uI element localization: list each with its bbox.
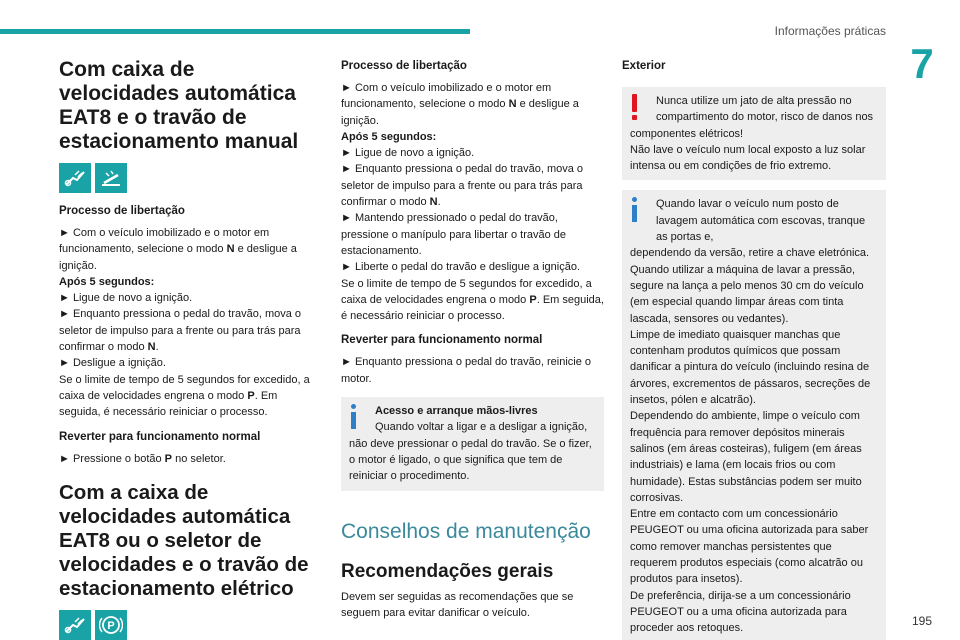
release-step-1: ► Com o veículo imobilizado e o motor em funcionamento, selecione o modo N e desligue a ignição. xyxy=(59,227,297,272)
page-number: 195 xyxy=(911,614,932,628)
revert-step: ► Pressione o botão P no seletor. xyxy=(59,452,226,465)
info-icon xyxy=(632,197,637,222)
revert-heading: Reverter para funcionamento normal xyxy=(341,334,543,347)
chapter-number: 7 xyxy=(910,40,934,87)
timeout-note: Se o limite de tempo de 5 segundos for excedido, a caixa de velocidades engrena o modo P. Em seguida, é necessário reiniciar o processo. xyxy=(59,373,310,419)
icon-group-2 xyxy=(59,610,317,640)
warning-lead: Nunca utilize um jato de alta pressão no compartimento do motor, risco de danos nos xyxy=(656,95,874,124)
exterior-heading: Exterior xyxy=(622,60,666,72)
revert-heading: Reverter para funcionamento normal xyxy=(59,430,261,443)
general-recommendations-title: Recomendações gerais xyxy=(341,560,554,582)
step-press-brake: ► Enquanto pressiona o pedal do travão, mova o seletor de impulso para a frente ou para trás para confirmar o modo N. xyxy=(59,308,302,354)
info-note-washing xyxy=(622,190,886,640)
column-3 xyxy=(622,58,886,640)
column-2 xyxy=(341,58,604,621)
step-release-parking-brake: ► Mantendo pressionado o pedal do travão, pressione o manípulo para libertar o travão de estacionamento. xyxy=(341,212,567,257)
note-title: Acesso e arranque mãos-livres xyxy=(375,405,538,418)
info-icon xyxy=(351,404,356,429)
svg-text:P: P xyxy=(107,619,115,632)
header-accent-bar xyxy=(0,29,470,34)
note-line-1: Quando voltar a ligar e a desligar a ignição, xyxy=(375,421,588,434)
info-body: dependendo da versão, retire a chave eletrónica. Quando utilizar a máquina de lavar a pressão, segure na lança a pelo menos 30 cm do veículo (em especial quando limpar áreas com tinta lascada, sensores ou vedantes). Limpe de imediato quaisquer manchas que contenham produtos químicos que possam danificar a pintura do veículo (incluindo resina de árvores, excrementos de pássaros, secreções de insetos, pólen e alcatrão). Dependendo do ambiente, limpe o veículo com frequência para remover depósitos minerais salinos (em áreas costeiras), fuligem (em áreas industriais) e lama (em locais frios ou com humidade). Estas substâncias podem ser muito corrosivas. Entre em contacto com um concessionário PEUGEOT ou uma oficina autorizada para saber como remover manchas persistentes que requerem produtos especiais (como alcatrão ou produtos para insetos). De preferência, dirija-se a um concessionário PEUGEOT ou a uma oficina autorizada para proceder aos retoques. xyxy=(630,247,871,635)
electric-parking-brake-icon xyxy=(95,610,127,640)
note-body: não deve pressionar o pedal do travão. Se o fizer, o motor é ligado, o que significa que tem de reiniciar o procedimento. xyxy=(349,437,592,483)
warning-body: componentes elétricos! Não lave o veículo num local exposto a luz solar intensa ou em condições de frio extremo. xyxy=(630,127,866,173)
section-title-manual-brake: Com caixa de velocidades automática EAT8 e o travão de estacionamento manual xyxy=(59,58,299,153)
general-recommendations-text: Devem ser seguidas as recomendações que se seguem para evitar danificar o veículo. xyxy=(341,590,574,619)
warning-note xyxy=(622,87,886,180)
after-5-seconds: Após 5 segundos: xyxy=(341,130,437,143)
step-ignition-on: ► Ligue de novo a ignição. xyxy=(341,147,475,160)
info-lead: Quando lavar o veículo num posto de lavagem automática com escovas, tranque as portas e, xyxy=(656,198,866,244)
handbrake-lever-icon xyxy=(95,163,127,193)
release-step-1: ► Com o veículo imobilizado e o motor em funcionamento, selecione o modo N e desligue a ignição. xyxy=(341,82,579,127)
step-press-brake: ► Enquanto pressiona o pedal do travão, mova o seletor de impulso para a frente ou para trás para confirmar o modo N. xyxy=(341,163,584,209)
warning-icon xyxy=(632,94,638,120)
icon-group-1 xyxy=(59,163,317,193)
step-ignition-on: ► Ligue de novo a ignição. xyxy=(59,292,193,305)
after-5-seconds: Após 5 segundos: xyxy=(59,275,155,288)
step-release-pedal: ► Liberte o pedal do travão e desligue a ignição. xyxy=(341,261,580,274)
gear-selector-icon xyxy=(59,610,91,640)
maintenance-title: Conselhos de manutenção xyxy=(341,519,591,543)
revert-step: ► Enquanto pressiona o pedal do travão, reinicie o motor. xyxy=(341,356,591,385)
info-note-hands-free xyxy=(341,397,604,490)
step-ignition-off: ► Desligue a ignição. xyxy=(59,357,166,370)
section-title-electric-brake: Com a caixa de velocidades automática EAT8 ou o seletor de velocidades e o travão de estacionamento elétrico xyxy=(59,480,309,600)
release-heading: Processo de libertação xyxy=(341,60,467,72)
timeout-note: Se o limite de tempo de 5 segundos for excedido, a caixa de velocidades engrena o modo P. Em seguida, é necessário reiniciar o processo. xyxy=(341,277,604,323)
column-1 xyxy=(59,58,317,640)
gear-selector-icon xyxy=(59,163,91,193)
running-title: Informações práticas xyxy=(774,24,886,38)
release-heading: Processo de libertação xyxy=(59,205,185,217)
